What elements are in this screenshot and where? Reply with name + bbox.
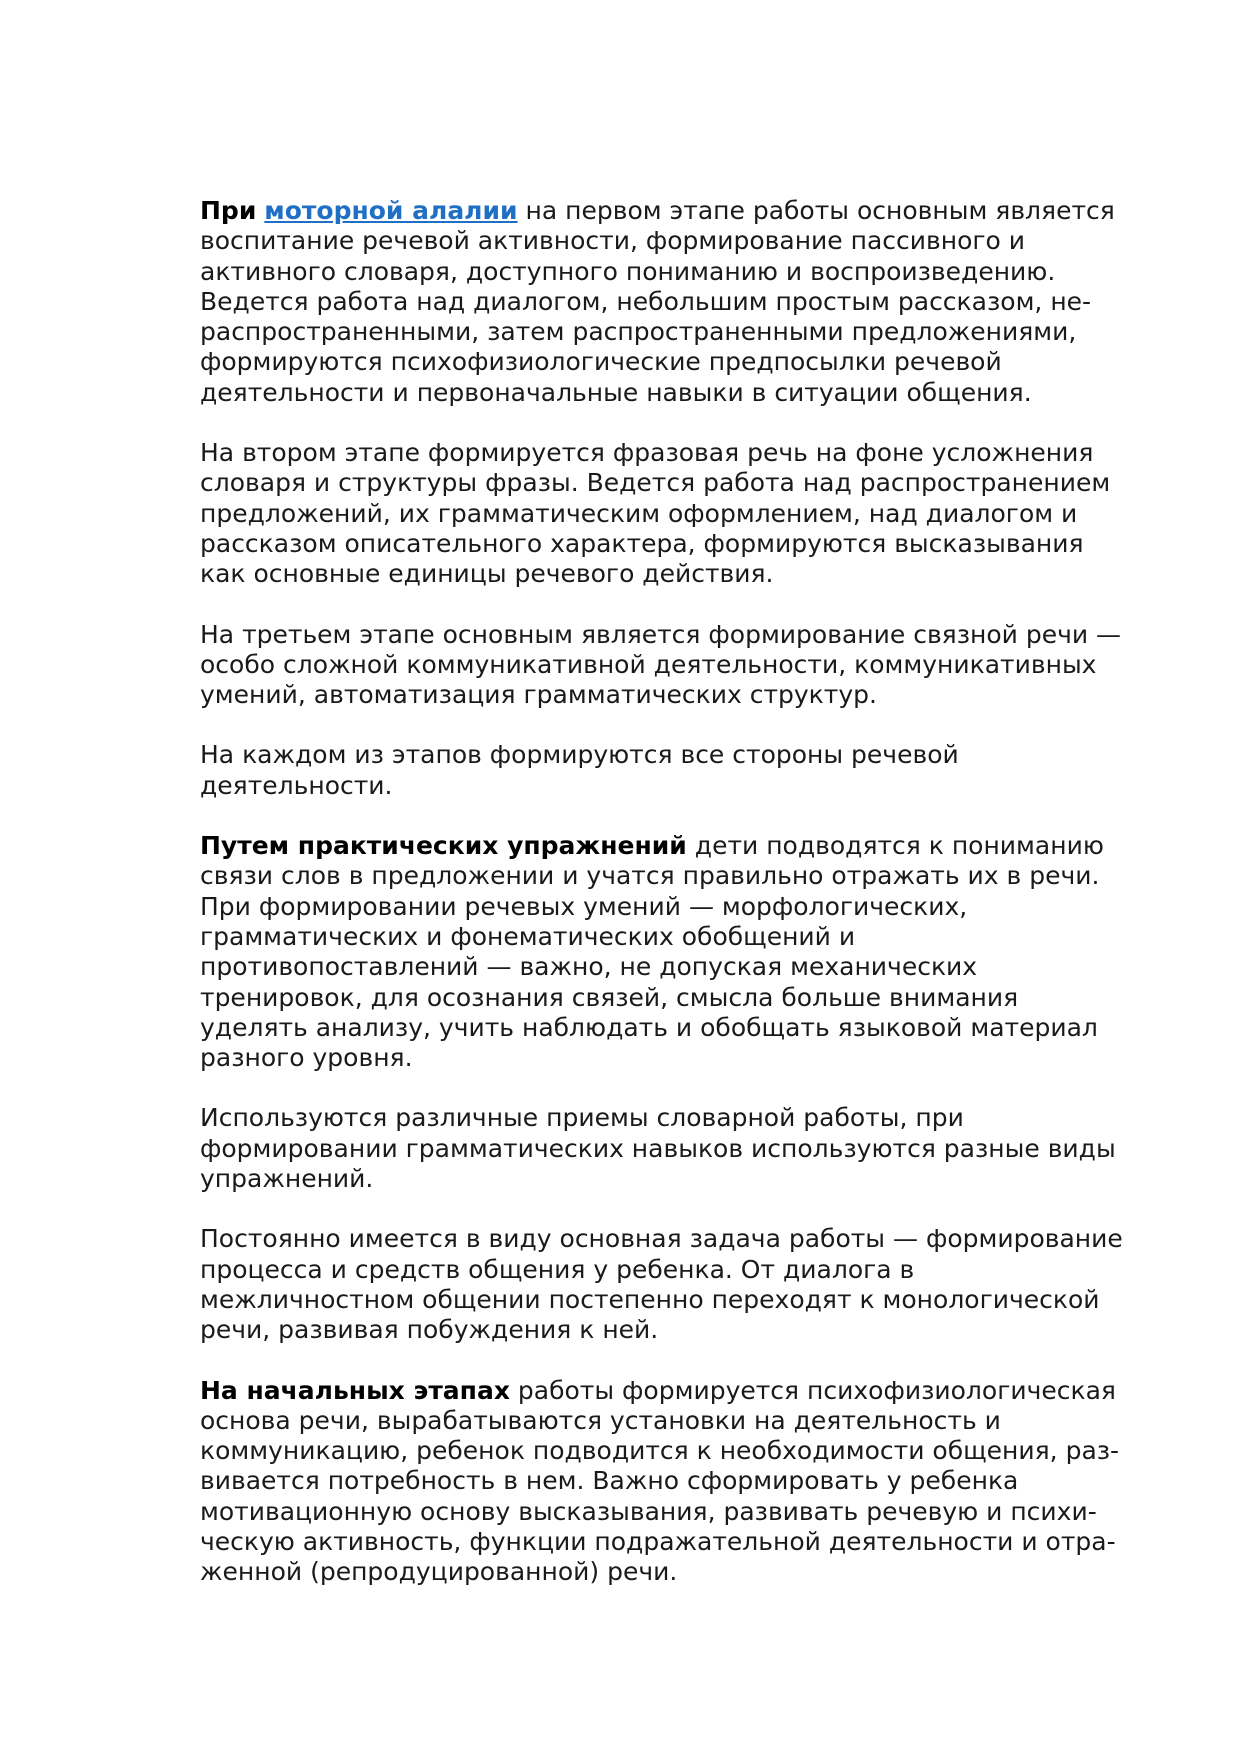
text-line: предложений, их грамматическим оформлением, над диалогом и (200, 498, 1078, 528)
text-line: формируются психофизиологические предпосылки речевой (200, 347, 1002, 377)
text-line: На третьем этапе основным является формирование связной речи — (200, 619, 1122, 649)
text-line: мотивационную основу высказывания, развивать речевую и психи- (200, 1496, 1097, 1526)
text-line: распространенными, затем распространенными предложениями, (200, 317, 1077, 347)
text-line: вивается потребность в нем. Важно сформировать у ребенка (200, 1466, 1019, 1496)
text-line: процесса и средств общения у ребенка. От диалога в (200, 1254, 915, 1284)
text-line: Ведется работа над диалогом, небольшим простым рассказом, не- (200, 286, 1092, 316)
lead-bold-text: Путем практических упражнений (200, 831, 687, 861)
text-line: активного словаря, доступного пониманию и воспроизведению. (200, 256, 1056, 286)
text-line: особо сложной коммуникативной деятельности, коммуникативных (200, 649, 1097, 679)
text-line: умений, автоматизация грамматических структур. (200, 680, 877, 710)
paragraph-7 (200, 1224, 1130, 1345)
text-line: упражнений. (200, 1164, 374, 1194)
line-text: на первом этапе работы основным является (525, 196, 1115, 225)
motor-alalia-link[interactable]: моторной алалии (264, 196, 518, 225)
text-line: словаря и структуры фразы. Ведется работа над распространением (200, 468, 1111, 498)
text-line: На втором этапе формируется фразовая речь на фоне усложнения (200, 438, 1094, 468)
text-line: женной (репродуцированной) речи. (200, 1557, 678, 1587)
text-line: деятельности. (200, 770, 393, 800)
text-line: основа речи, вырабатываются установки на деятельность и (200, 1405, 1001, 1435)
text-line: связи слов в предложении и учатся правильно отражать их в речи. (200, 861, 1100, 891)
text-line: речи, развивая побуждения к ней. (200, 1315, 659, 1345)
text-line: Постоянно имеется в виду основная задача работы — формирование (200, 1224, 1123, 1254)
text-line: уделять анализу, учить наблюдать и обобщать языковой материал (200, 1012, 1098, 1042)
paragraph-5 (200, 831, 1130, 1073)
text-line: деятельности и первоначальные навыки в ситуации общения. (200, 377, 1032, 407)
paragraph-1 (200, 196, 1130, 408)
text-line: тренировок, для осознания связей, смысла больше внимания (200, 982, 1019, 1012)
lead-bold-text: При (200, 196, 257, 225)
text-line: воспитание речевой активности, формирование пассивного и (200, 226, 1026, 256)
text-line (200, 831, 1130, 861)
line-text: работы формируется психофизиологическая (517, 1375, 1116, 1405)
paragraph-2 (200, 438, 1130, 589)
lead-bold-text: На начальных этапах (200, 1375, 510, 1405)
paragraph-3 (200, 620, 1130, 711)
paragraph-8 (200, 1376, 1130, 1588)
text-line: межличностном общении постепенно переходят к монологической (200, 1284, 1100, 1314)
text-line (200, 1376, 1130, 1406)
line-text: дети подводятся к пониманию (694, 831, 1104, 861)
text-line: При формировании речевых умений — морфологических, (200, 891, 968, 921)
text-line (200, 196, 1130, 226)
text-line: как основные единицы речевого действия. (200, 559, 774, 589)
document-body (200, 196, 1130, 1618)
text-line: рассказом описательного характера, формируются высказывания (200, 528, 1084, 558)
text-line: формировании грамматических навыков используются разные виды (200, 1133, 1116, 1163)
text-line: противопоставлений — важно, не допуская механических (200, 952, 978, 982)
text-line: На каждом из этапов формируются все стороны речевой (200, 740, 959, 770)
text-line: коммуникацию, ребенок подводится к необходимости общения, раз- (200, 1436, 1120, 1466)
text-line: ческую активность, функции подражательной деятельности и отра- (200, 1526, 1116, 1556)
text-line: грамматических и фонематических обобщений и (200, 921, 856, 951)
text-line: разного уровня. (200, 1043, 413, 1073)
text-line: Используются различные приемы словарной работы, при (200, 1103, 964, 1133)
paragraph-4 (200, 740, 1130, 801)
paragraph-6 (200, 1103, 1130, 1194)
